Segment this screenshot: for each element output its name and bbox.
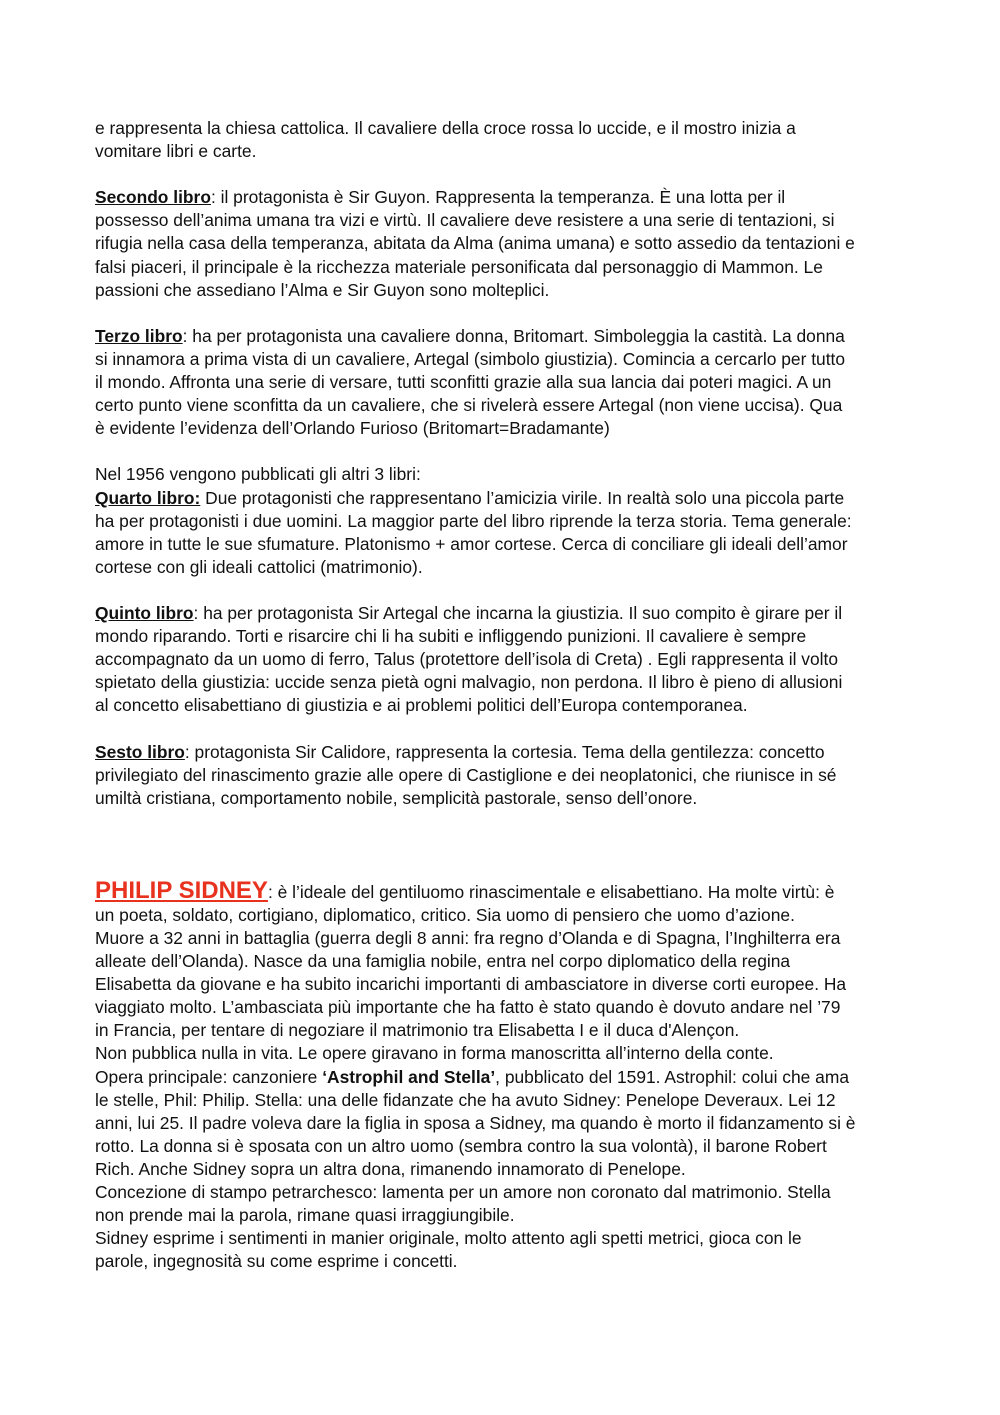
text-line: Elisabetta da giovane e ha subito incarichi importanti di ambasciatore in diverse corti europee. Ha — [95, 974, 847, 995]
text-line: e rappresenta la chiesa cattolica. Il cavaliere della croce rossa lo uccide, e il mostro inizia a — [95, 118, 796, 138]
text-line: rotto. La donna si è sposata con un altro uomo (sembra contro la sua volontà), il barone Robert — [95, 1135, 827, 1156]
text-line: passioni che assediano l’Alma e Sir Guyon sono molteplici. — [95, 279, 550, 300]
text-line: un poeta, soldato, cortigiano, diplomatico, critico. Sia uomo di pensiero che uomo d’azione. — [95, 904, 795, 925]
section-heading: Secondo libro — [95, 187, 211, 208]
text-run: Due protagonisti che rappresentano l’amicizia virile. In realtà solo una piccola parte — [200, 487, 845, 508]
text-run: : il protagonista è Sir Guyon. Rappresenta la temperanza. È una lotta per il — [210, 187, 786, 208]
section-heading: Terzo libro — [95, 325, 183, 346]
text-line: Nel 1956 vengono pubblicati gli altri 3 libri: — [95, 464, 421, 485]
text-line: cortese con gli ideali cattolici (matrimonio). — [95, 556, 423, 577]
text-line: amore in tutte le sue sfumature. Platonismo + amor cortese. Cerca di conciliare gli ideali dell’amor — [95, 533, 848, 554]
text-line: rifugia nella casa della temperanza, abitata da Alma (anima umana) e sotto assedio da tentazioni e — [95, 233, 855, 254]
intro-paragraph — [95, 117, 910, 163]
text-line: umiltà cristiana, comportamento nobile, semplicità pastorale, senso dell’onore. — [95, 787, 698, 808]
secondo-libro-paragraph — [95, 186, 910, 301]
text-line: alleate dell’Olanda). Nasce da una famiglia nobile, entra nel corpo diplomatico della regina — [95, 951, 791, 972]
text-line: Concezione di stampo petrarchesco: lamenta per un amore non coronato dal matrimonio. Stella — [95, 1182, 831, 1203]
text-line: il mondo. Affronta una serie di versare, tutti sconfitti grazie alla sua lancia dai poteri magici. A un — [95, 372, 832, 393]
text-line: falsi piaceri, il principale è la ricchezza materiale personificata dal personaggio di Mammon. Le — [95, 256, 823, 277]
text-line: Muore a 32 anni in battaglia (guerra degli 8 anni: fra regno d’Olanda e di Spagna, l’Inghilterra era — [95, 928, 841, 948]
text-line: anni, lui 25. Il padre voleva dare la figlia in sposa a Sidney, ma quando è morto il fidanzamento si è — [95, 1112, 856, 1133]
work-title: ‘Astrophil and Stella’ — [322, 1066, 496, 1087]
text-line: viaggiato molto. L’ambasciata più importante che ha fatto è stato quando è dovuto andare nel ’79 — [95, 997, 841, 1018]
text-line — [95, 876, 910, 904]
terzo-libro-paragraph — [95, 325, 910, 440]
document-page — [95, 117, 910, 1273]
text-line — [95, 602, 910, 625]
text-line: Non pubblica nulla in vita. Le opere giravano in forma manoscritta all’interno della conte. — [95, 1043, 774, 1064]
text-run: : ha per protagonista Sir Artegal che incarna la giustizia. Il suo compito è girare per il — [193, 602, 843, 623]
text-line: accompagnato da un uomo di ferro, Talus (protettore dell’isola di Creta) . Egli rappresenta il volto — [95, 649, 839, 670]
text-line: parole, ingegnosità su come esprime i concetti. — [95, 1251, 458, 1272]
text-line — [95, 1066, 910, 1089]
text-run: : è l’ideale del gentiluomo rinascimentale e elisabettiano. Ha molte virtù: è — [267, 881, 835, 902]
text-line — [95, 325, 910, 348]
text-run: : ha per protagonista una cavaliere donna, Britomart. Simboleggia la castità. La donna — [182, 325, 845, 346]
text-line: non prende mai la parola, rimane quasi irraggiungibile. — [95, 1205, 515, 1226]
philip-sidney-section — [95, 876, 910, 1274]
text-line: è evidente l’evidenza dell’Orlando Furioso (Britomart=Bradamante) — [95, 418, 610, 439]
section-heading: Quarto libro: — [95, 487, 201, 508]
text-run: , pubblicato del 1591. Astrophil: colui che ama — [495, 1066, 849, 1087]
text-line: ha per protagonisti i due uomini. La maggior parte del libro riprende la terza storia. Tema generale: — [95, 510, 852, 531]
text-line: spietato della giustizia: uccide senza pietà ogni malvagio, non perdona. Il libro è pieno di allusioni — [95, 672, 843, 693]
section-title: PHILIP SIDNEY — [95, 876, 268, 904]
text-line: le stelle, Phil: Philip. Stella: una delle fidanzate che ha avuto Sidney: Penelope Deveraux. Lei 12 — [95, 1089, 836, 1110]
text-line: al concetto elisabettiano di giustizia e ai problemi politici dell’Europa contemporanea. — [95, 695, 748, 716]
text-line — [95, 186, 910, 209]
text-line — [95, 741, 910, 764]
text-line: vomitare libri e carte. — [95, 141, 257, 162]
text-run: Opera principale: canzoniere — [95, 1066, 323, 1087]
section-heading: Quinto libro — [95, 602, 194, 623]
text-line: certo punto viene sconfitta da un cavaliere, che si rivelerà essere Artegal (non viene uccisa). Qua — [95, 395, 843, 416]
text-line: Sidney esprime i sentimenti in manier originale, molto attento agli spetti metrici, gioca con le — [95, 1228, 802, 1249]
quarto-libro-paragraph — [95, 463, 910, 578]
section-heading: Sesto libro — [95, 741, 185, 762]
text-line: mondo riparando. Torti e risarcire chi li ha subiti e infliggendo punizioni. Il cavaliere è sempre — [95, 626, 807, 647]
sesto-libro-paragraph — [95, 741, 910, 810]
text-line: in Francia, per tentare di negoziare il matrimonio tra Elisabetta I e il duca d'Alençon. — [95, 1020, 740, 1041]
text-run: : protagonista Sir Calidore, rappresenta la cortesia. Tema della gentilezza: concetto — [184, 741, 825, 762]
text-line: Rich. Anche Sidney sopra un altra dona, rimanendo innamorato di Penelope. — [95, 1158, 686, 1179]
text-line: si innamora a prima vista di un cavaliere, Artegal (simbolo giustizia). Comincia a cercarlo per tutto — [95, 348, 846, 369]
text-line: possesso dell’anima umana tra vizi e virtù. Il cavaliere deve resistere a una serie di tentazioni, si — [95, 210, 835, 231]
text-line — [95, 487, 910, 510]
text-line: privilegiato del rinascimento grazie alle opere di Castiglione e dei neoplatonici, che riunisce in sé — [95, 764, 837, 785]
quinto-libro-paragraph — [95, 602, 910, 717]
